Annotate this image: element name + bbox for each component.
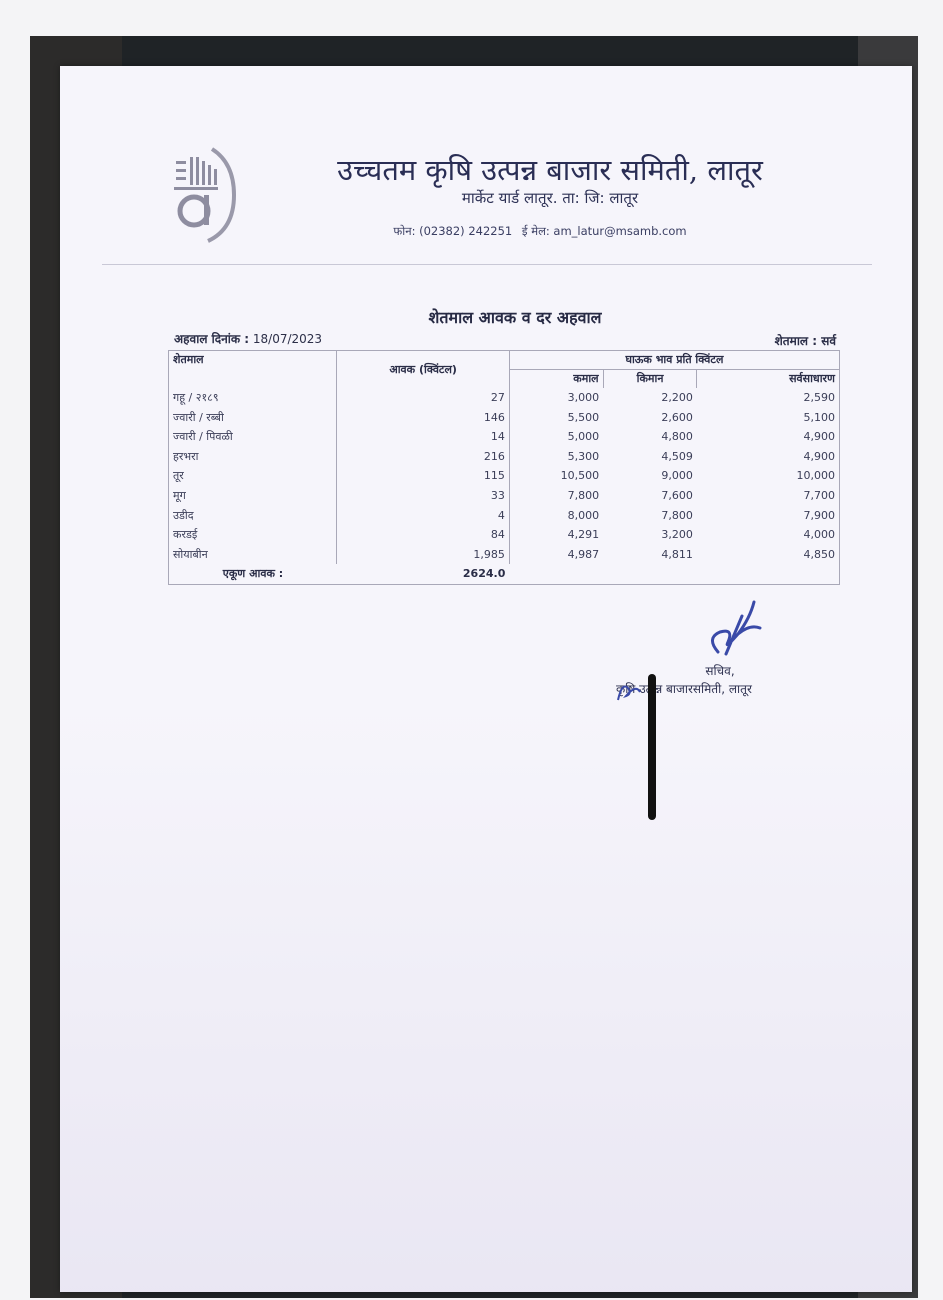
total-value: 2624.0 bbox=[462, 567, 506, 581]
cell-arrival: 1,985 bbox=[337, 545, 509, 565]
report-date-label: अहवाल दिनांक : bbox=[174, 332, 250, 346]
cell-commodity: तूर bbox=[169, 466, 337, 486]
commodity-filter: शेतमाल : सर्व bbox=[774, 334, 836, 348]
header-price-group: घाऊक भाव प्रति क्विंटल bbox=[509, 351, 839, 370]
cell-modal: 7,900 bbox=[803, 508, 835, 522]
signature-title: सचिव, bbox=[705, 664, 735, 678]
table-row bbox=[169, 486, 840, 506]
cell-modal: 10,000 bbox=[796, 469, 835, 483]
table-row bbox=[169, 525, 840, 545]
table-row bbox=[169, 427, 840, 447]
cell-commodity: मूग bbox=[169, 486, 337, 506]
header-arrival: आवक (क्विंटल) bbox=[337, 351, 509, 389]
email-text: ई मेल: am_latur@msamb.com bbox=[521, 224, 687, 238]
rates-table bbox=[168, 350, 840, 585]
report-date-value: 18/07/2023 bbox=[252, 332, 323, 346]
header-min: किमान bbox=[603, 370, 697, 389]
cell-modal: 5,100 bbox=[803, 410, 835, 424]
cell-arrival: 27 bbox=[337, 388, 509, 408]
cell-min: 4,509 bbox=[661, 449, 693, 463]
cell-max: 5,500 bbox=[567, 410, 600, 424]
cell-min: 2,600 bbox=[661, 410, 693, 424]
cell-commodity: करडई bbox=[169, 525, 337, 545]
cell-max: 8,000 bbox=[567, 508, 600, 522]
cell-modal: 2,590 bbox=[803, 391, 835, 404]
cell-min: 2,200 bbox=[661, 391, 693, 404]
cell-commodity: ज्वारी / पिवळी bbox=[169, 427, 337, 447]
cell-modal: 4,850 bbox=[803, 547, 835, 561]
cell-arrival: 33 bbox=[337, 486, 509, 506]
signature-mark bbox=[698, 594, 768, 664]
cell-min: 3,200 bbox=[661, 528, 693, 542]
total-label: एकूण आवक : bbox=[222, 567, 284, 581]
cell-min: 7,600 bbox=[661, 488, 693, 502]
cell-max: 5,300 bbox=[567, 449, 600, 463]
paper-shade bbox=[60, 706, 912, 1292]
signature-org: कृषि उत्पन्न बाजारसमिती, लातूर bbox=[616, 682, 752, 696]
table-row bbox=[169, 388, 840, 408]
table-row bbox=[169, 447, 840, 467]
cell-modal: 4,900 bbox=[803, 449, 835, 463]
phone-text: फोन: (02382) 242251 bbox=[393, 224, 513, 238]
cell-arrival: 146 bbox=[337, 408, 509, 428]
initial-scribble bbox=[614, 674, 644, 704]
header-divider bbox=[102, 264, 872, 265]
cell-max: 10,500 bbox=[560, 469, 600, 483]
header-max: कमाल bbox=[509, 370, 603, 389]
cell-commodity: ज्वारी / रब्बी bbox=[169, 408, 337, 428]
cell-arrival: 4 bbox=[337, 506, 509, 526]
pen-stroke bbox=[642, 674, 662, 820]
header-modal: सर्वसाधारण bbox=[789, 372, 835, 385]
header-commodity: शेतमाल bbox=[169, 351, 337, 389]
cell-commodity: सोयाबीन bbox=[169, 545, 337, 565]
table-row bbox=[169, 506, 840, 526]
cell-max: 4,291 bbox=[567, 528, 600, 542]
market-committee-logo-icon bbox=[168, 143, 240, 247]
cell-arrival: 14 bbox=[337, 427, 509, 447]
table-row bbox=[169, 466, 840, 486]
cell-modal: 4,900 bbox=[803, 430, 835, 444]
table-header-row bbox=[169, 351, 840, 370]
table-row bbox=[169, 408, 840, 428]
cell-max: 4,987 bbox=[567, 547, 600, 561]
cell-max: 5,000 bbox=[567, 430, 600, 444]
table-total-row bbox=[169, 564, 840, 584]
cell-commodity: गहू / २१८९ bbox=[169, 388, 337, 408]
report-title: शेतमाल आवक व दर अहवाल bbox=[428, 308, 602, 327]
cell-commodity: उडीद bbox=[169, 506, 337, 526]
cell-modal: 4,000 bbox=[803, 528, 835, 542]
report-date bbox=[174, 330, 322, 347]
committee-title: उच्चतम कृषि उत्पन्न बाजार समिती, लातूर bbox=[337, 153, 763, 187]
cell-min: 9,000 bbox=[661, 469, 693, 483]
cell-arrival: 84 bbox=[337, 525, 509, 545]
cell-max: 3,000 bbox=[567, 391, 600, 404]
cell-min: 4,800 bbox=[661, 430, 693, 444]
cell-arrival: 216 bbox=[337, 447, 509, 467]
table-row bbox=[169, 545, 840, 565]
report-paper bbox=[60, 66, 912, 1292]
cell-commodity: हरभरा bbox=[169, 447, 337, 467]
cell-max: 7,800 bbox=[567, 488, 600, 502]
cell-modal: 7,700 bbox=[803, 488, 835, 502]
cell-min: 7,800 bbox=[661, 508, 693, 522]
cell-arrival: 115 bbox=[337, 466, 509, 486]
contact-line bbox=[260, 224, 820, 239]
committee-address: मार्केट यार्ड लातूर. ता: जि: लातूर bbox=[461, 189, 639, 207]
cell-min: 4,811 bbox=[661, 547, 693, 561]
